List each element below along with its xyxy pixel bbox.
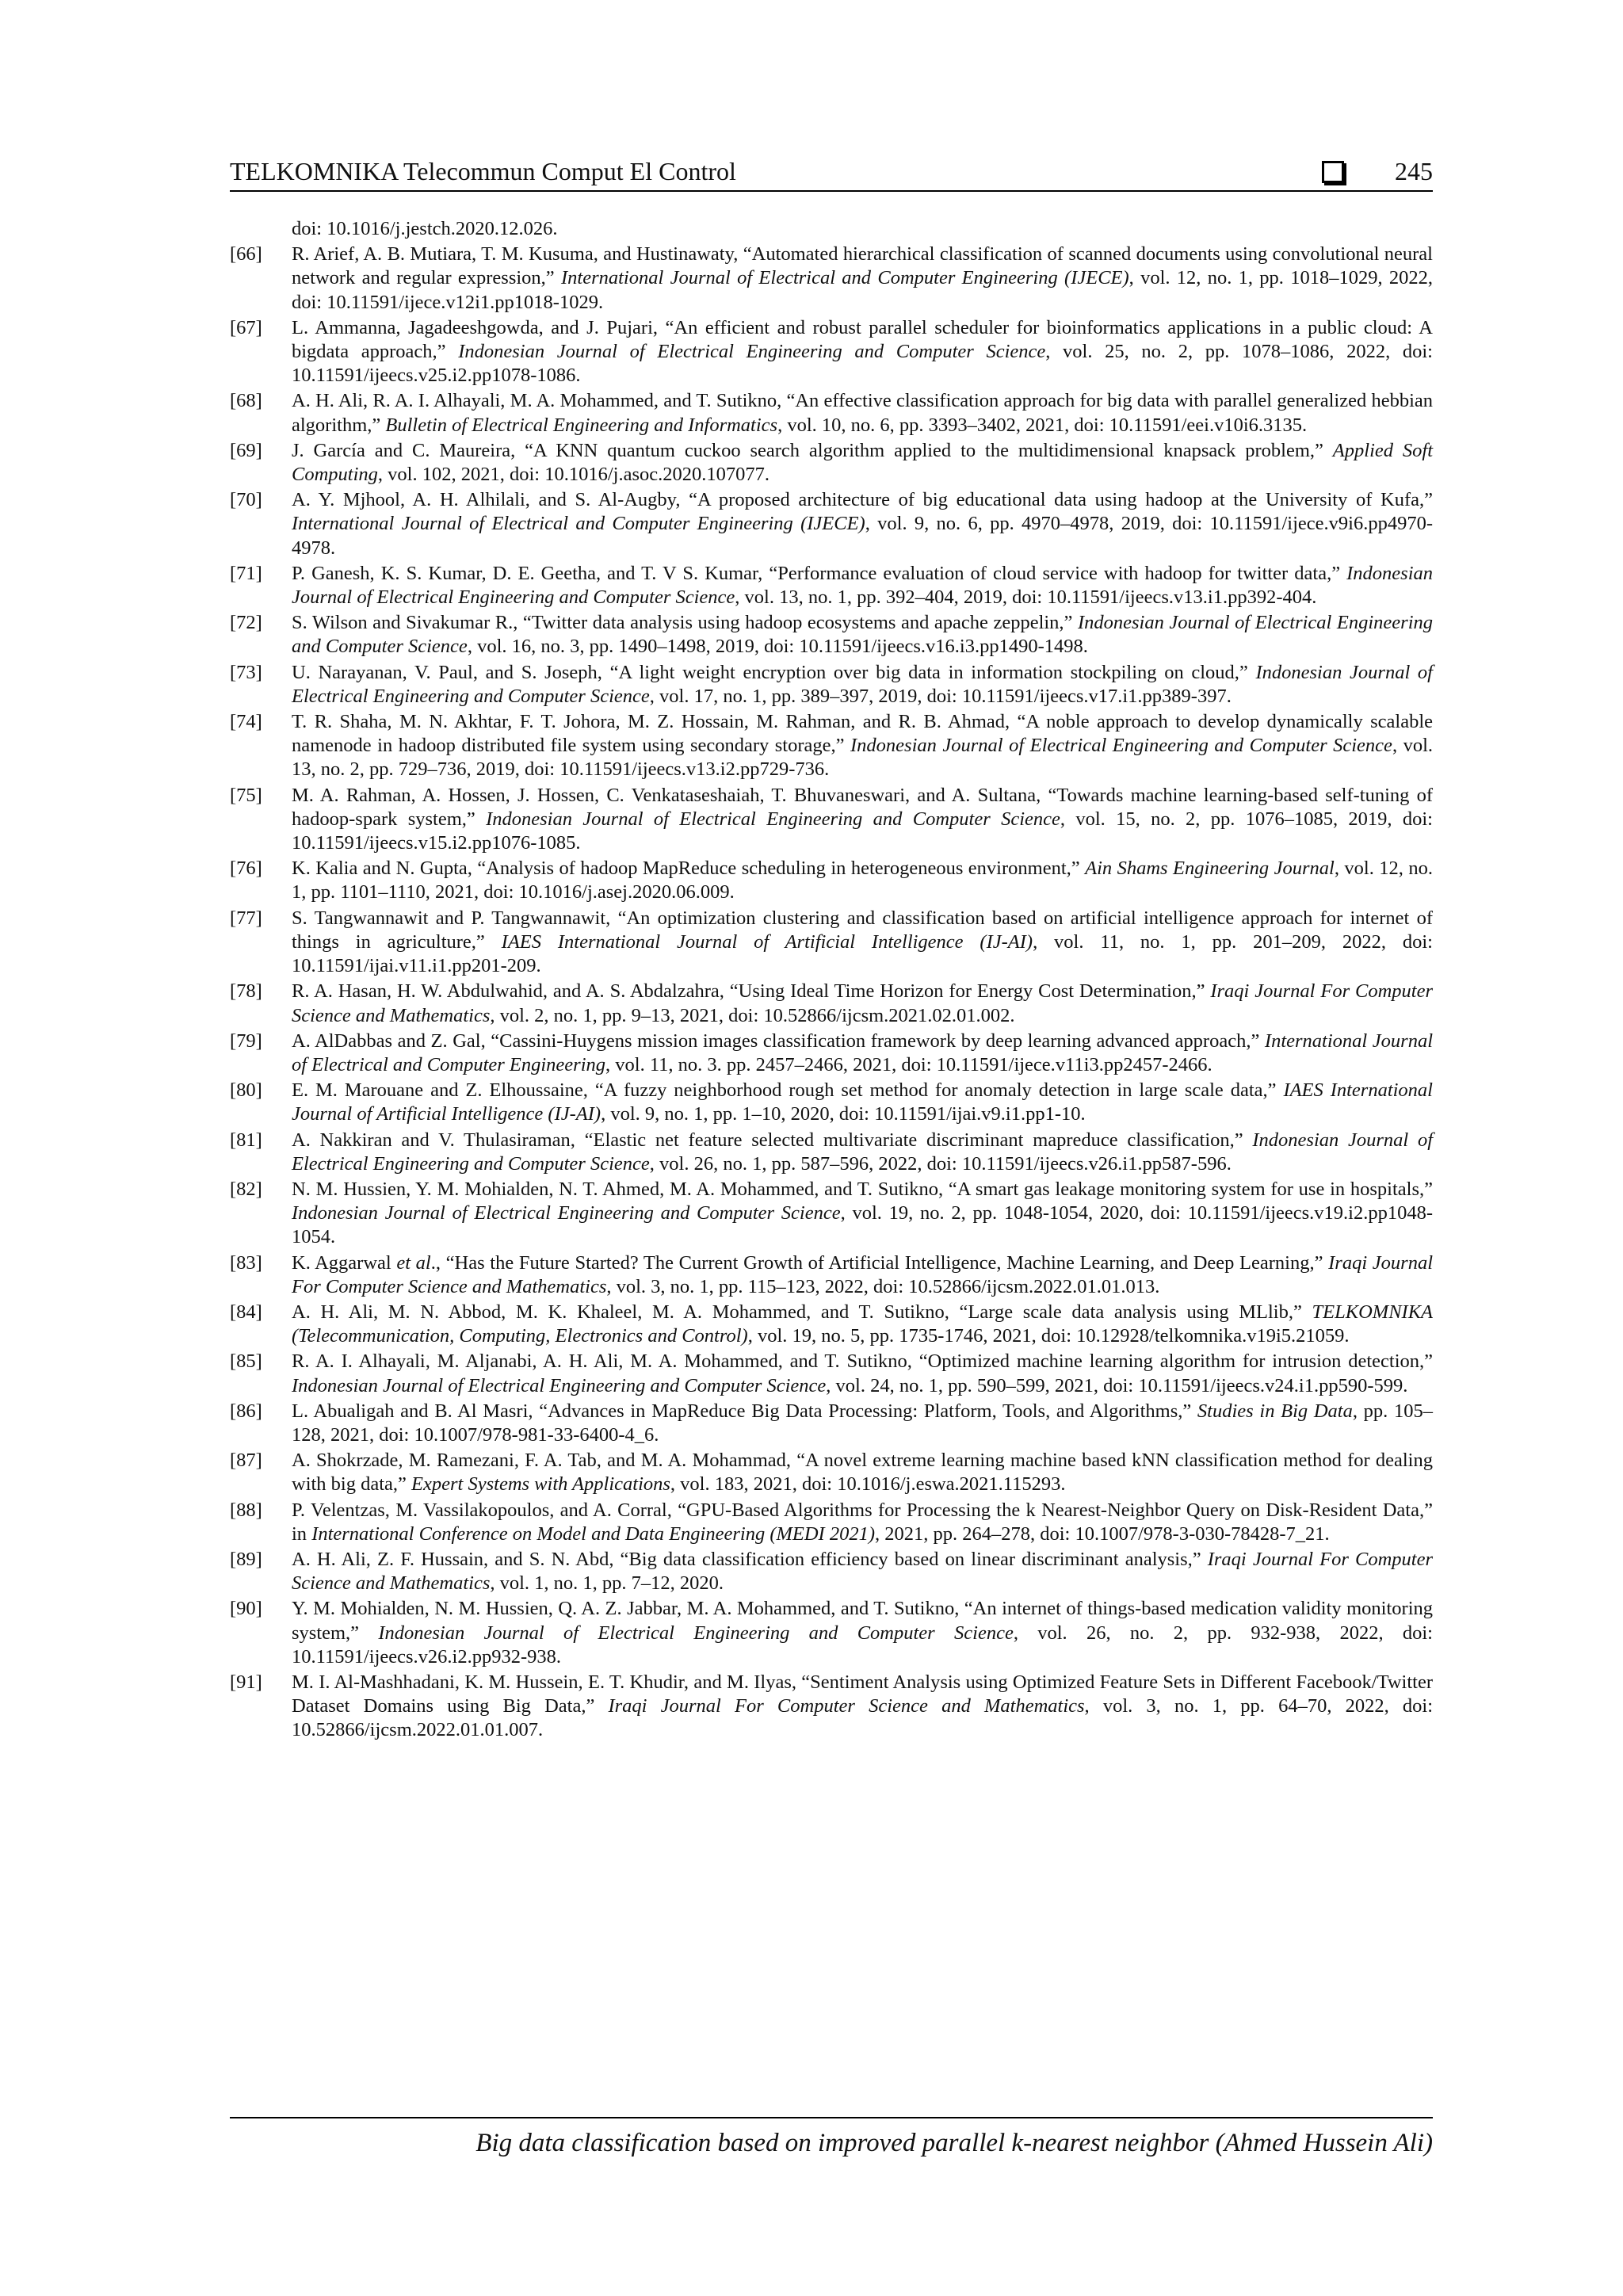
reference-text: , vol. 3, no. 1, pp. 115–123, 2022, doi: 10.52866/ijcsm.2022.01.01.013. (606, 1275, 1160, 1297)
reference-number: [67] (230, 316, 262, 338)
reference-entry (230, 1030, 1433, 1077)
reference-text: S. Wilson and Sivakumar R., “Twitter data analysis using hadoop ecosystems and apache zeppelin,” (292, 612, 1078, 634)
reference-text: A. Shokrzade, M. Ramezani, F. A. Tab, and M. A. Mohammad, “A novel extreme learning machine based kNN classification method for dealing with big data,” (292, 1450, 1433, 1496)
reference-entry (230, 1350, 1433, 1397)
reference-venue: Indonesian Journal of Electrical Engineering and Computer Science (292, 562, 1433, 609)
reference-text: , vol. 12, no. 1, pp. 1101–1110, 2021, doi: 10.1016/j.asej.2020.06.009. (292, 858, 1434, 904)
reference-number: [91] (230, 1671, 262, 1693)
reference-entry (230, 1597, 1433, 1669)
reference-text: , vol. 183, 2021, doi: 10.1016/j.eswa.2021.115293. (670, 1473, 1066, 1496)
reference-venue: Ain Shams Engineering Journal (1085, 858, 1335, 880)
reference-venue: Expert Systems with Applications (411, 1473, 670, 1496)
reference-text: N. M. Hussien, Y. M. Mohialden, N. T. Ahmed, M. A. Mohammed, and T. Sutikno, “A smart gas leakage monitoring system for use in hospitals,” (292, 1178, 1433, 1200)
reference-text: , vol. 1, no. 1, pp. 7–12, 2020. (490, 1572, 724, 1595)
reference-text: , vol. 25, no. 2, pp. 1078–1086, 2022, doi: 10.11591/ijeecs.v25.i2.pp1078-1086. (292, 341, 1433, 387)
reference-venue: Applied Soft Computing (292, 439, 1434, 486)
running-footer-title: Big data classification based on improved parallel k-nearest neighbor (Ahmed Hussein Ali) (475, 2129, 1433, 2157)
reference-text: , vol. 12, no. 1, pp. 1018–1029, 2022, doi: 10.11591/ijece.v12i1.pp1018-1029. (292, 267, 1434, 313)
reference-venue: International Journal of Electrical and Computer Engineering (IJECE) (560, 267, 1129, 289)
reference-text: Y. M. Mohialden, N. M. Hussien, Q. A. Z. Jabbar, M. A. Mohammed, and T. Sutikno, “An internet of things-based medication validity monitoring system,” (292, 1598, 1433, 1644)
reference-entry (230, 710, 1433, 782)
reference-venue: IAES International Journal of Artificial Intelligence (IJ-AI) (292, 1079, 1433, 1125)
reference-venue: Iraqi Journal For Computer Science and Mathematics (292, 1251, 1433, 1297)
reference-entry (230, 1251, 1433, 1299)
reference-text: K. Aggarwal (292, 1251, 397, 1274)
reference-text: L. Abualigah and B. Al Masri, “Advances in MapReduce Big Data Processing: Platform, Tools, and Algorithms,” (292, 1400, 1197, 1422)
reference-venue: International Conference on Model and Data Engineering (MEDI 2021) (311, 1522, 875, 1545)
reference-entry (230, 1499, 1433, 1546)
reference-text: , pp. 105–128, 2021, doi: 10.1007/978-981-33-6400-4_6. (292, 1400, 1433, 1446)
reference-text: R. Arief, A. B. Mutiara, T. M. Kusuma, and Hustinawaty, “Automated hierarchical classification of scanned documents using convolutional neural network and regular expression,” (292, 243, 1433, 289)
reference-entry (230, 1079, 1433, 1126)
reference-text: , vol. 19, no. 2, pp. 1048-1054, 2020, doi: 10.11591/ijeecs.v19.i2.pp1048-1054. (292, 1202, 1433, 1248)
reference-text: J. García and C. Maureira, “A KNN quantum cuckoo search algorithm applied to the multidimensional knapsack problem,” (292, 439, 1333, 461)
reference-text: M. I. Al-Mashhadani, K. M. Hussein, E. T. Khudir, and M. Ilyas, “Sentiment Analysis using Optimized Feature Sets in Different Facebook/Twitter Dataset Domains using Big Data,” (292, 1671, 1433, 1717)
reference-entry (230, 1301, 1433, 1348)
reference-number: [81] (230, 1129, 262, 1151)
reference-number: [89] (230, 1548, 262, 1570)
reference-number: [77] (230, 907, 262, 929)
reference-entry (230, 980, 1433, 1027)
reference-number: [90] (230, 1598, 262, 1620)
reference-venue: et al (396, 1251, 431, 1274)
reference-entry (230, 1178, 1433, 1250)
reference-text: A. H. Ali, Z. F. Hussain, and S. N. Abd, “Big data classification efficiency based on linear discriminant analysis,” (292, 1548, 1208, 1570)
reference-venue: Indonesian Journal of Electrical Engineering and Computer Science (850, 735, 1392, 757)
reference-text: doi: 10.1016/j.jestch.2020.12.026. (292, 218, 558, 239)
reference-number: [71] (230, 562, 262, 584)
footer-divider (230, 2117, 1433, 2118)
reference-entry (230, 243, 1433, 315)
reference-text: R. A. I. Alhayali, M. Aljanabi, A. H. Ali, M. A. Mohammed, and T. Sutikno, “Optimized machine learning algorithm for intrusion detection,” (292, 1350, 1433, 1373)
reference-number: [87] (230, 1450, 262, 1472)
reference-number: [78] (230, 980, 262, 1003)
reference-number: [66] (230, 243, 262, 266)
reference-number: [80] (230, 1079, 262, 1102)
reference-venue: Bulletin of Electrical Engineering and Informatics (385, 414, 778, 436)
reference-text: , vol. 102, 2021, doi: 10.1016/j.asoc.2020.107077. (377, 464, 769, 486)
reference-number: [88] (230, 1499, 262, 1521)
reference-entry (230, 488, 1433, 560)
reference-number: [76] (230, 858, 262, 880)
reference-venue: TELKOMNIKA (Telecommunication, Computing, Electronics and Control) (292, 1301, 1433, 1347)
reference-entry (230, 562, 1433, 609)
reference-number: [69] (230, 439, 262, 461)
reference-text: , vol. 13, no. 2, pp. 729–736, 2019, doi: 10.11591/ijeecs.v13.i2.pp729-736. (292, 735, 1433, 781)
reference-text: M. A. Rahman, A. Hossen, J. Hossen, C. Venkataseshaiah, T. Bhuvaneswari, and A. Sultana, “Towards machine learning-based self-tuning of hadoop-spark system,” (292, 784, 1433, 830)
reference-venue: Iraqi Journal For Computer Science and Mathematics (608, 1695, 1085, 1717)
reference-venue: International Journal of Electrical and Computer Engineering (IJECE) (292, 513, 865, 535)
page-header (230, 155, 1433, 192)
reference-venue: Iraqi Journal For Computer Science and Mathematics (292, 1548, 1433, 1595)
square-box-icon (1322, 161, 1344, 183)
reference-number: [85] (230, 1350, 262, 1373)
reference-text: P. Ganesh, K. S. Kumar, D. E. Geetha, and T. V S. Kumar, “Performance evaluation of cloud service with hadoop for twitter data,” (292, 562, 1347, 584)
reference-text: , vol. 24, no. 1, pp. 590–599, 2021, doi: 10.11591/ijeecs.v24.i1.pp590-599. (826, 1374, 1408, 1396)
reference-text: A. H. Ali, R. A. I. Alhayali, M. A. Mohammed, and T. Sutikno, “An effective classification approach for big data with parallel generalized hebbian algorithm,” (292, 390, 1433, 436)
reference-entry (230, 389, 1433, 437)
reference-entry (230, 661, 1433, 709)
reference-venue: Indonesian Journal of Electrical Engineering and Computer Science (292, 661, 1433, 707)
reference-text: , vol. 19, no. 5, pp. 1735-1746, 2021, doi: 10.12928/telkomnika.v19i5.21059. (747, 1325, 1350, 1347)
reference-text: E. M. Marouane and Z. Elhoussaine, “A fuzzy neighborhood rough set method for anomaly detection in large scale data,” (292, 1079, 1284, 1102)
reference-text: , vol. 9, no. 1, pp. 1–10, 2020, doi: 10.11591/ijai.v9.i1.pp1-10. (601, 1103, 1086, 1125)
reference-text: , vol. 26, no. 2, pp. 932-938, 2022, doi: 10.11591/ijeecs.v26.i2.pp932-938. (292, 1622, 1433, 1668)
reference-text: S. Tangwannawit and P. Tangwannawit, “An optimization clustering and classification based on artificial intelligence approach for internet of things in agriculture,” (292, 907, 1433, 953)
reference-text: R. A. Hasan, H. W. Abdulwahid, and A. S. Abdalzahra, “Using Ideal Time Horizon for Energy Cost Determination,” (292, 980, 1211, 1003)
reference-venue: Indonesian Journal of Electrical Engineering and Computer Science (292, 1129, 1433, 1175)
reference-number: [74] (230, 711, 262, 733)
reference-number: [73] (230, 661, 262, 683)
reference-text: , vol. 9, no. 6, pp. 4970–4978, 2019, doi: 10.11591/ijece.v9i6.pp4970-4978. (292, 513, 1434, 559)
reference-text: , vol. 13, no. 1, pp. 392–404, 2019, doi: 10.11591/ijeecs.v13.i1.pp392-404. (735, 586, 1317, 609)
reference-number: [84] (230, 1301, 262, 1323)
reference-entry (230, 439, 1433, 487)
reference-text: A. H. Ali, M. N. Abbod, M. K. Khaleel, M. A. Mohammed, and T. Sutikno, “Large scale data analysis using MLlib,” (292, 1301, 1312, 1323)
reference-entry (230, 316, 1433, 388)
reference-venue: Indonesian Journal of Electrical Engineering and Computer Science (292, 612, 1434, 658)
reference-venue: Iraqi Journal For Computer Science and Mathematics (292, 980, 1433, 1026)
reference-list (230, 217, 1433, 1744)
reference-text: , vol. 26, no. 1, pp. 587–596, 2022, doi: 10.11591/ijeecs.v26.i1.pp587-596. (649, 1152, 1232, 1175)
reference-text: , vol. 11, no. 1, pp. 201–209, 2022, doi: 10.11591/ijai.v11.i1.pp201-209. (292, 930, 1433, 977)
reference-number: [75] (230, 784, 262, 806)
reference-text: , vol. 2, no. 1, pp. 9–13, 2021, doi: 10.52866/ijcsm.2021.02.01.002. (490, 1004, 1015, 1026)
reference-text: A. Y. Mjhool, A. H. Alhilali, and S. Al-Augby, “A proposed architecture of big educational data using hadoop at the University of Kufa,” (292, 489, 1433, 511)
reference-venue: Indonesian Journal of Electrical Engineering and Computer Science (292, 1374, 827, 1396)
reference-entry (230, 1548, 1433, 1595)
reference-text: ., “Has the Future Started? The Current Growth of Artificial Intelligence, Machine Learning, and Deep Learning,” (430, 1251, 1329, 1274)
reference-venue: IAES International Journal of Artificial Intelligence (IJ-AI) (501, 930, 1033, 953)
reference-entry (230, 217, 1433, 241)
reference-number: [68] (230, 390, 262, 412)
reference-venue: Indonesian Journal of Electrical Engineering and Computer Science (486, 808, 1060, 830)
reference-number: [70] (230, 489, 262, 511)
reference-venue: Studies in Big Data (1197, 1400, 1353, 1422)
reference-text: , 2021, pp. 264–278, doi: 10.1007/978-3-030-78428-7_21. (875, 1522, 1330, 1545)
reference-text: K. Kalia and N. Gupta, “Analysis of hadoop MapReduce scheduling in heterogeneous environment,” (292, 858, 1086, 880)
reference-text: , vol. 16, no. 3, pp. 1490–1498, 2019, doi: 10.11591/ijeecs.v16.i3.pp1490-1498. (467, 636, 1088, 658)
reference-venue: Indonesian Journal of Electrical Engineering and Computer Science (378, 1622, 1014, 1644)
reference-text: , vol. 17, no. 1, pp. 389–397, 2019, doi: 10.11591/ijeecs.v17.i1.pp389-397. (649, 685, 1232, 707)
page-number: 245 (1395, 157, 1433, 185)
reference-entry (230, 1129, 1433, 1176)
reference-venue: International Journal of Electrical and Computer Engineering (292, 1030, 1434, 1075)
reference-venue: Indonesian Journal of Electrical Engineering and Computer Science (292, 1202, 841, 1224)
reference-text: U. Narayanan, V. Paul, and S. Joseph, “A light weight encryption over big data in information stockpiling on cloud,” (292, 661, 1256, 683)
reference-number: [86] (230, 1400, 262, 1422)
reference-text: , vol. 3, no. 1, pp. 64–70, 2022, doi: 10.52866/ijcsm.2022.01.01.007. (292, 1695, 1434, 1741)
reference-entry (230, 611, 1433, 659)
reference-entry (230, 857, 1433, 904)
reference-venue: Indonesian Journal of Electrical Engineering and Computer Science (458, 341, 1046, 363)
reference-number: [79] (230, 1030, 262, 1052)
reference-entry (230, 1400, 1433, 1447)
reference-text: A. AlDabbas and Z. Gal, “Cassini-Huygens mission images classification framework by deep learning advanced approach,” (292, 1030, 1265, 1052)
reference-text: , vol. 11, no. 3. pp. 2457–2466, 2021, doi: 10.11591/ijece.v11i3.pp2457-2466. (605, 1053, 1212, 1075)
reference-entry (230, 784, 1433, 856)
reference-text: , vol. 15, no. 2, pp. 1076–1085, 2019, doi: 10.11591/ijeecs.v15.i2.pp1076-1085. (292, 808, 1433, 854)
reference-text: T. R. Shaha, M. N. Akhtar, F. T. Johora, M. Z. Hossain, M. Rahman, and R. B. Ahmad, “A noble approach to develop dynamically scalable namenode in hadoop distributed file system using secondary storage,” (292, 711, 1433, 757)
reference-text: A. Nakkiran and V. Thulasiraman, “Elastic net feature selected multivariate discriminant mapreduce classification,” (292, 1129, 1253, 1151)
reference-entry (230, 1671, 1433, 1743)
reference-entry (230, 907, 1433, 979)
reference-number: [82] (230, 1178, 262, 1200)
reference-number: [83] (230, 1251, 262, 1274)
reference-text: L. Ammanna, Jagadeeshgowda, and J. Pujari, “An efficient and robust parallel scheduler for bioinformatics applications in a public cloud: A bigdata approach,” (292, 316, 1433, 363)
reference-number: [72] (230, 612, 262, 634)
reference-text: P. Velentzas, M. Vassilakopoulos, and A. Corral, “GPU-Based Algorithms for Processing the k Nearest-Neighbor Query on Disk-Resident Data,” in (292, 1499, 1433, 1545)
reference-text: , vol. 10, no. 6, pp. 3393–3402, 2021, doi: 10.11591/eei.v10i6.3135. (777, 414, 1308, 436)
reference-entry (230, 1449, 1433, 1496)
journal-name: TELKOMNIKA Telecommun Comput El Control (230, 157, 736, 185)
